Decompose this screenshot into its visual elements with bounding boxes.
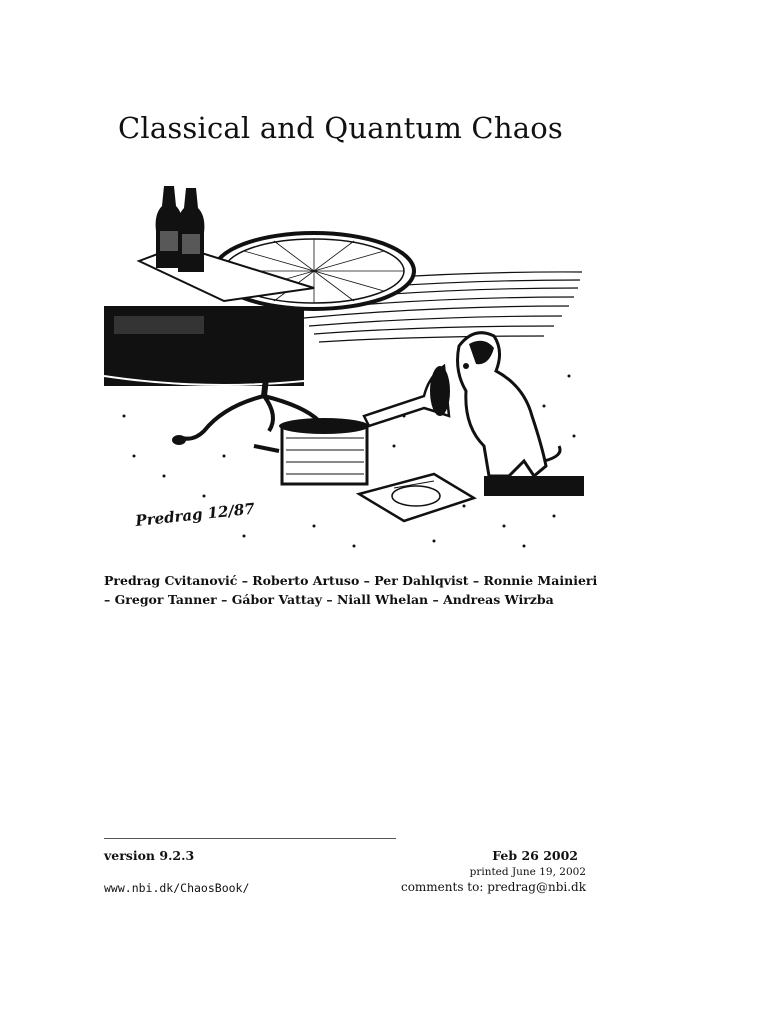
book-title: Classical and Quantum Chaos bbox=[118, 111, 563, 145]
comments-contact: comments to: predrag@nbi.dk bbox=[400, 880, 586, 894]
record-sleeve bbox=[359, 474, 474, 521]
version-label: version 9.2.3 bbox=[104, 848, 195, 863]
dog bbox=[458, 333, 584, 496]
footer-rule bbox=[104, 838, 396, 839]
printed-date: printed June 19, 2002 bbox=[469, 866, 586, 878]
artist-signature: Predrag 12/87 bbox=[134, 499, 256, 530]
cover-illustration bbox=[104, 176, 584, 556]
author-line-1: Predrag Cvitanović – Roberto Artuso – Per Dahlqvist – Ronnie Mainieri bbox=[104, 573, 598, 588]
author-list bbox=[104, 571, 604, 609]
author-line-2: – Gregor Tanner – Gábor Vattay – Niall Whelan – Andreas Wirzba bbox=[104, 592, 554, 607]
book-url: www.nbi.dk/ChaosBook/ bbox=[104, 881, 250, 895]
bottles bbox=[156, 186, 205, 272]
edition-date: Feb 26 2002 bbox=[492, 848, 578, 863]
